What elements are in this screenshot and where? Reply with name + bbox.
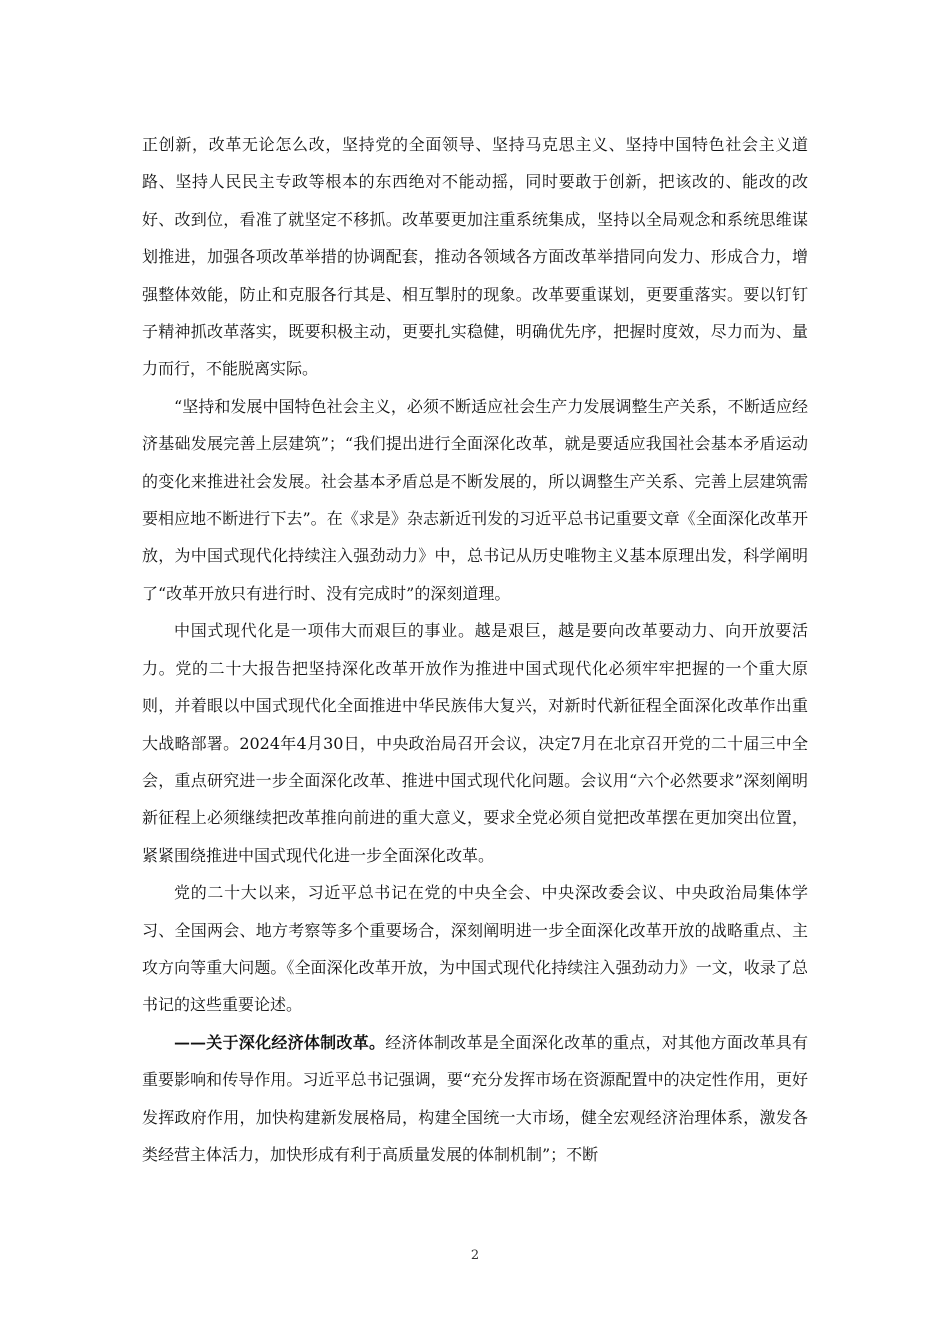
- page-number: 2: [470, 1248, 480, 1263]
- paragraph-1-text: 正创新，改革无论怎么改，坚持党的全面领导、坚持马克思主义、坚持中国特色社会主义道路、坚持人民民主专政等根本的东西绝对不能动摇，同时要敢于创新，把该改的、能改的改好、改到位，看准了就坚定不移抓。改革要更加注重系统集成，坚持以全局观念和系统思维谋划推进，加强各项改革举措的协调配套，推动各领域各方面改革举措同向发力、形成合力，增强整体效能，防止和克服各行其是、相互掣肘的现象。改革要重谋划，更要重落实。要以钉钉子精神抓改革落实，既要积极主动，更要扎实稳健，明确优先序，把握时度效，尽力而为、量力而行，不能脱离实际。: [142, 135, 808, 379]
- paragraph-4: [142, 874, 808, 1024]
- body-text: [142, 126, 808, 1173]
- paragraph-3-text: 中国式现代化是一项伟大而艰巨的事业。越是艰巨，越是要向改革要动力、向开放要活力。党的二十大报告把坚持深化改革开放作为推进中国式现代化必须牢牢把握的一个重大原则，并着眼以中国式现代化全面推进中华民族伟大复兴，对新时代新征程全面深化改革作出重大战略部署。2024年4月30日，中央政治局召开会议，决定7月在北京召开党的二十届三中全会，重点研究进一步全面深化改革、推进中国式现代化问题。会议用“六个必然要求”深刻阐明新征程上必须继续把改革推向前进的重大意义，要求全党必须自觉把改革摆在更加突出位置，紧紧围绕推进中国式现代化进一步全面深化改革。: [142, 621, 808, 865]
- paragraph-2: [142, 388, 808, 612]
- paragraph-3: [142, 612, 808, 874]
- paragraph-5-text: 经济体制改革是全面深化改革的重点，对其他方面改革具有重要影响和传导作用。习近平总书记强调，要“充分发挥市场在资源配置中的决定性作用，更好发挥政府作用，加快构建新发展格局，构建全国统一大市场，健全宏观经济治理体系，激发各类经营主体活力，加快形成有利于高质量发展的体制机制”；不断: [142, 1032, 808, 1164]
- paragraph-2-text: “坚持和发展中国特色社会主义，必须不断适应社会生产力发展调整生产关系，不断适应经济基础发展完善上层建筑”；“我们提出进行全面深化改革，就是要适应我国社会基本矛盾运动的变化来推进社会发展。社会基本矛盾总是不断发展的，所以调整生产关系、完善上层建筑需要相应地不断进行下去”。在《求是》杂志新近刊发的习近平总书记重要文章《全面深化改革开放，为中国式现代化持续注入强劲动力》中，总书记从历史唯物主义基本原理出发，科学阐明了“改革开放只有进行时、没有完成时”的深刻道理。: [142, 396, 808, 603]
- paragraph-4-text: 党的二十大以来，习近平总书记在党的中央全会、中央深改委会议、中央政治局集体学习、全国两会、地方考察等多个重要场合，深刻阐明进一步全面深化改革开放的战略重点、主攻方向等重大问题。《全面深化改革开放，为中国式现代化持续注入强劲动力》一文，收录了总书记的这些重要论述。: [142, 883, 808, 1015]
- paragraph-5-lead: ——关于深化经济体制改革。: [174, 1032, 386, 1052]
- paragraph-5: [142, 1024, 808, 1174]
- paragraph-1: [142, 126, 808, 388]
